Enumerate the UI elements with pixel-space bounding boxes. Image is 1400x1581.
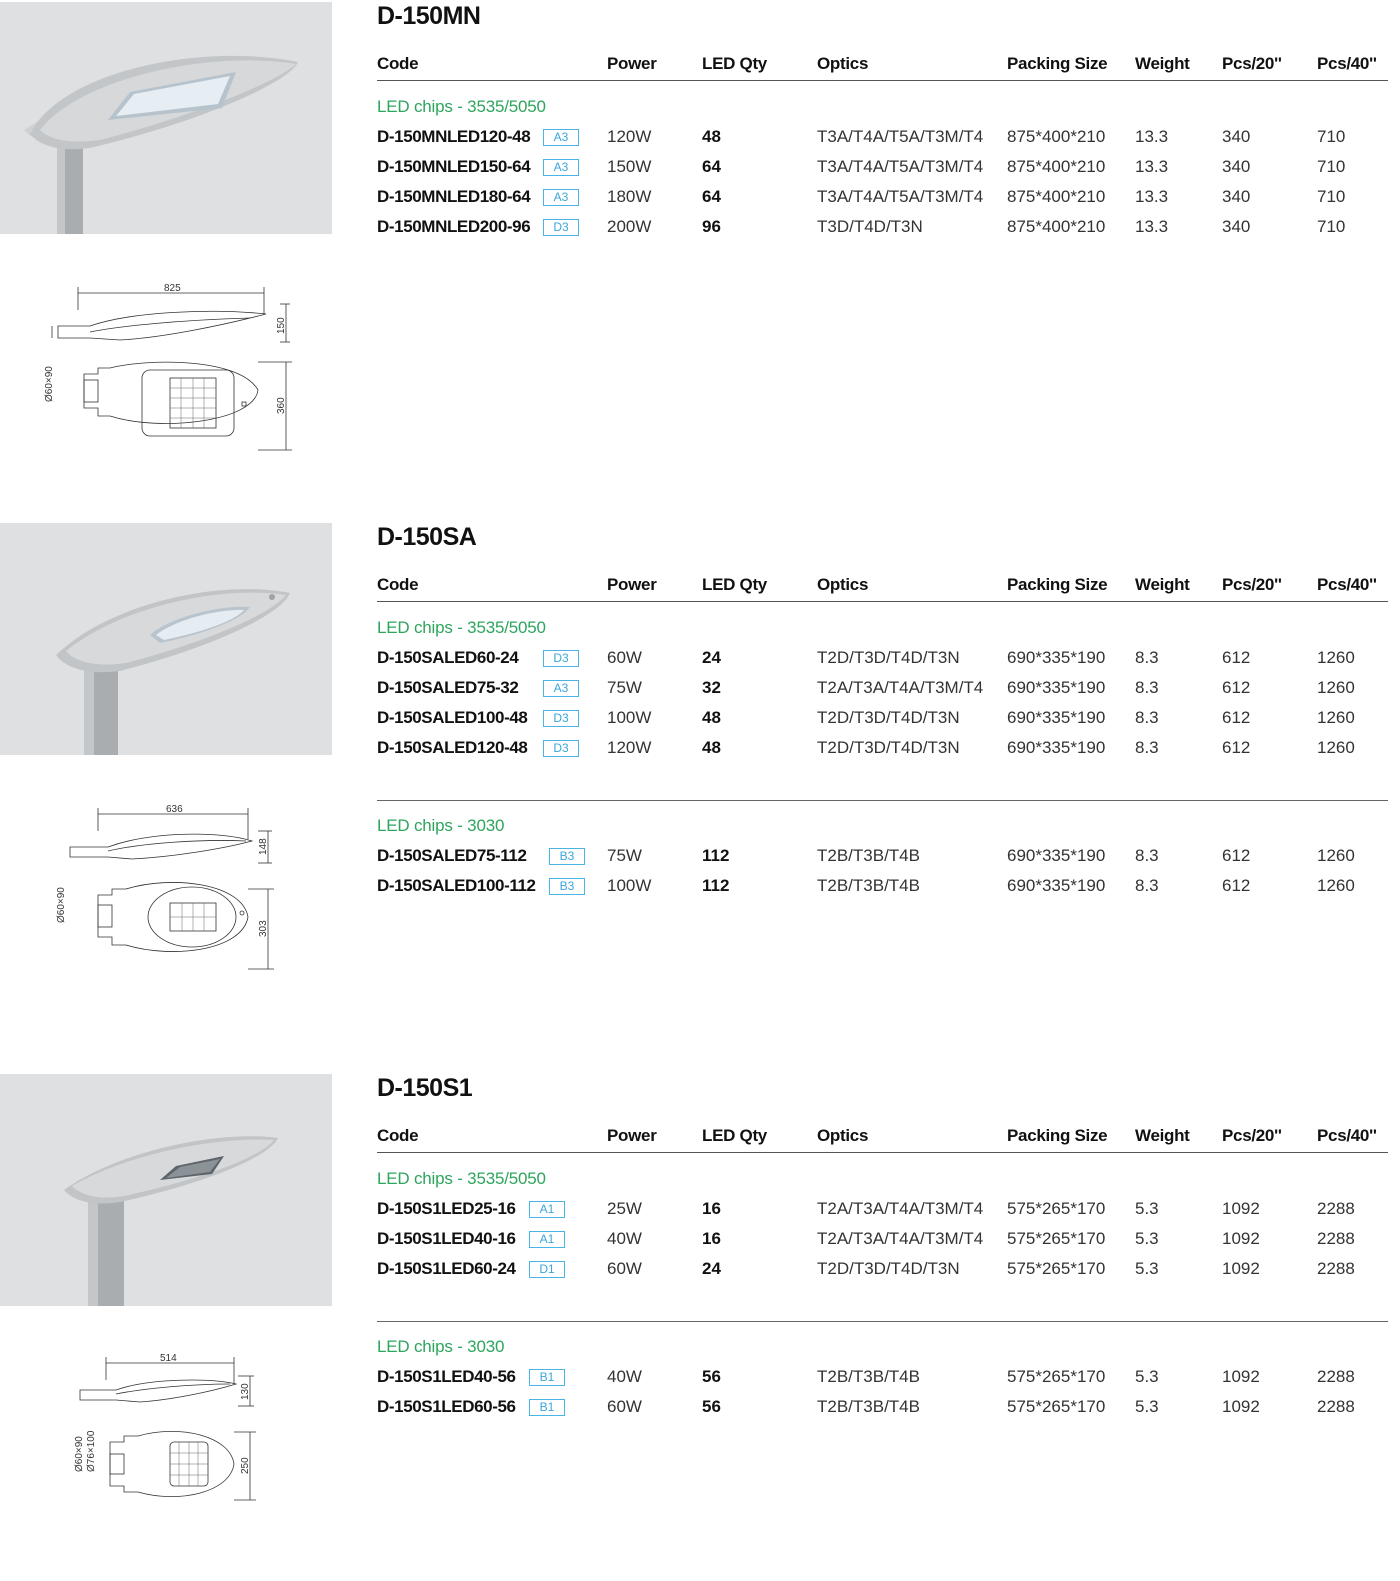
cell-packing: 575*265*170	[1007, 1259, 1106, 1278]
col-weight: Weight	[1135, 1126, 1190, 1145]
cell-pcs40: 2288	[1317, 1259, 1355, 1278]
cell-power: 200W	[607, 217, 652, 236]
cell-pcs20: 340	[1222, 217, 1251, 236]
dim-height: 148	[258, 838, 269, 855]
col-pcs20: Pcs/20''	[1222, 1126, 1282, 1145]
cell-optics: T2D/T3D/T4D/T3N	[817, 738, 960, 757]
table-row	[377, 708, 1388, 738]
cell-optics: T2D/T3D/T4D/T3N	[817, 1259, 960, 1278]
cell-weight: 13.3	[1135, 127, 1169, 146]
table-header	[377, 50, 1388, 81]
cell-optics: T3A/T4A/T5A/T3M/T4	[817, 157, 984, 176]
table-row	[377, 1229, 1388, 1259]
optic-badge: B1	[529, 1399, 565, 1416]
cell-weight: 5.3	[1135, 1367, 1159, 1386]
dim-width: 303	[258, 920, 269, 937]
cell-power: 40W	[607, 1367, 642, 1386]
dimension-drawing	[52, 803, 292, 973]
col-power: Power	[607, 575, 657, 594]
cell-optics: T2B/T3B/T4B	[817, 1397, 920, 1416]
optic-badge: A3	[543, 159, 579, 176]
cell-code: D-150SALED60-24	[377, 648, 519, 667]
product-title: D-150S1	[377, 1074, 473, 1102]
cell-pcs40: 1260	[1317, 738, 1355, 757]
cell-qty: 32	[702, 678, 721, 697]
cell-weight: 5.3	[1135, 1199, 1159, 1218]
cell-pcs20: 612	[1222, 846, 1251, 865]
cell-qty: 96	[702, 217, 721, 236]
cell-code: D-150SALED75-32	[377, 678, 519, 697]
table-row	[377, 217, 1388, 247]
cell-packing: 575*265*170	[1007, 1199, 1106, 1218]
cell-pcs20: 340	[1222, 187, 1251, 206]
cell-code: D-150SALED100-112	[377, 876, 536, 895]
col-pcs40: Pcs/40''	[1317, 575, 1377, 594]
cell-pcs20: 612	[1222, 876, 1251, 895]
cell-code: D-150S1LED60-56	[377, 1397, 516, 1416]
table-row	[377, 187, 1388, 217]
group-divider	[377, 800, 1388, 801]
cell-packing: 575*265*170	[1007, 1229, 1106, 1248]
cell-power: 75W	[607, 678, 642, 697]
group-divider	[377, 1321, 1388, 1322]
cell-packing: 690*335*190	[1007, 708, 1106, 727]
cell-packing: 875*400*210	[1007, 187, 1106, 206]
cell-optics: T3A/T4A/T5A/T3M/T4	[817, 187, 984, 206]
cell-power: 60W	[607, 1259, 642, 1278]
cell-pcs40: 2288	[1317, 1397, 1355, 1416]
cell-optics: T2A/T3A/T4A/T3M/T4	[817, 678, 984, 697]
cell-optics: T2D/T3D/T4D/T3N	[817, 648, 960, 667]
cell-weight: 8.3	[1135, 738, 1159, 757]
col-pcs20: Pcs/20''	[1222, 54, 1282, 73]
cell-packing: 690*335*190	[1007, 738, 1106, 757]
optic-badge: D1	[529, 1261, 565, 1278]
cell-code: D-150S1LED40-56	[377, 1367, 516, 1386]
dim-width: 250	[240, 1457, 251, 1474]
product-title: D-150SA	[377, 523, 477, 551]
cell-pcs40: 2288	[1317, 1367, 1355, 1386]
product-photo	[0, 523, 332, 755]
cell-qty: 112	[702, 876, 730, 895]
cell-weight: 5.3	[1135, 1397, 1159, 1416]
cell-code: D-150SALED75-112	[377, 846, 527, 865]
cell-packing: 690*335*190	[1007, 876, 1106, 895]
cell-code: D-150MNLED150-64	[377, 157, 531, 176]
product-photo	[0, 1074, 332, 1306]
cell-pcs20: 1092	[1222, 1367, 1260, 1386]
cell-code: D-150MNLED180-64	[377, 187, 531, 206]
col-packing: Packing Size	[1007, 54, 1108, 73]
optic-badge: A3	[543, 680, 579, 697]
col-led-qty: LED Qty	[702, 575, 767, 594]
cell-qty: 64	[702, 157, 721, 176]
cell-power: 100W	[607, 876, 652, 895]
table-row	[377, 846, 1388, 876]
optic-badge: B3	[549, 878, 585, 895]
table-row	[377, 1199, 1388, 1229]
cell-qty: 56	[702, 1367, 721, 1386]
cell-power: 100W	[607, 708, 652, 727]
cell-packing: 690*335*190	[1007, 648, 1106, 667]
cell-qty: 48	[702, 708, 721, 727]
cell-code: D-150S1LED40-16	[377, 1229, 516, 1248]
col-code: Code	[377, 575, 419, 594]
chips-label: LED chips - 3535/5050	[377, 1169, 546, 1188]
cell-weight: 8.3	[1135, 678, 1159, 697]
col-pcs40: Pcs/40''	[1317, 1126, 1377, 1145]
dim-length: 514	[160, 1353, 177, 1364]
table-row	[377, 1397, 1388, 1427]
cell-code: D-150MNLED200-96	[377, 217, 531, 236]
table-row	[377, 648, 1388, 678]
dim-pole: Ø60×90	[44, 366, 55, 402]
cell-pcs40: 1260	[1317, 876, 1355, 895]
cell-power: 180W	[607, 187, 652, 206]
cell-pcs20: 612	[1222, 648, 1251, 667]
cell-pcs40: 1260	[1317, 846, 1355, 865]
cell-qty: 16	[702, 1199, 721, 1218]
cell-pcs20: 612	[1222, 738, 1251, 757]
cell-pcs40: 710	[1317, 187, 1346, 206]
cell-power: 60W	[607, 648, 642, 667]
cell-pcs40: 1260	[1317, 708, 1355, 727]
cell-weight: 8.3	[1135, 648, 1159, 667]
col-weight: Weight	[1135, 54, 1190, 73]
chips-label: LED chips - 3030	[377, 816, 505, 835]
optic-badge: B3	[549, 848, 585, 865]
cell-qty: 24	[702, 1259, 721, 1278]
cell-packing: 575*265*170	[1007, 1367, 1106, 1386]
col-led-qty: LED Qty	[702, 1126, 767, 1145]
cell-code: D-150SALED120-48	[377, 738, 528, 757]
product-photo	[0, 2, 332, 234]
table-row	[377, 1259, 1388, 1289]
dim-height: 130	[240, 1383, 251, 1400]
optic-badge: A3	[543, 189, 579, 206]
cell-pcs20: 340	[1222, 127, 1251, 146]
cell-code: D-150SALED100-48	[377, 708, 528, 727]
cell-pcs40: 1260	[1317, 678, 1355, 697]
col-optics: Optics	[817, 54, 869, 73]
col-power: Power	[607, 54, 657, 73]
cell-power: 40W	[607, 1229, 642, 1248]
cell-pcs20: 612	[1222, 708, 1251, 727]
cell-packing: 875*400*210	[1007, 127, 1106, 146]
cell-power: 75W	[607, 846, 642, 865]
optic-badge: B1	[529, 1369, 565, 1386]
cell-weight: 13.3	[1135, 187, 1169, 206]
dim-width: 360	[276, 397, 287, 414]
cell-optics: T2D/T3D/T4D/T3N	[817, 708, 960, 727]
optic-badge: A3	[543, 129, 579, 146]
cell-pcs40: 710	[1317, 127, 1346, 146]
cell-optics: T2B/T3B/T4B	[817, 876, 920, 895]
table-row	[377, 876, 1388, 906]
cell-optics: T3D/T4D/T3N	[817, 217, 923, 236]
cell-pcs40: 1260	[1317, 648, 1355, 667]
cell-pcs20: 340	[1222, 157, 1251, 176]
cell-packing: 690*335*190	[1007, 846, 1106, 865]
table-row	[377, 157, 1388, 187]
optic-badge: D3	[543, 219, 579, 236]
cell-weight: 13.3	[1135, 217, 1169, 236]
chips-label: LED chips - 3535/5050	[377, 97, 546, 116]
cell-pcs20: 612	[1222, 678, 1251, 697]
cell-pcs20: 1092	[1222, 1397, 1260, 1416]
col-code: Code	[377, 1126, 419, 1145]
table-row	[377, 127, 1388, 157]
cell-qty: 64	[702, 187, 721, 206]
cell-power: 120W	[607, 738, 652, 757]
cell-qty: 24	[702, 648, 721, 667]
col-led-qty: LED Qty	[702, 54, 767, 73]
col-packing: Packing Size	[1007, 1126, 1108, 1145]
col-pcs20: Pcs/20''	[1222, 575, 1282, 594]
col-code: Code	[377, 54, 419, 73]
cell-power: 150W	[607, 157, 652, 176]
optic-badge: A1	[529, 1231, 565, 1248]
cell-packing: 690*335*190	[1007, 678, 1106, 697]
dim-pole: Ø60×90	[56, 887, 67, 923]
cell-qty: 48	[702, 127, 721, 146]
cell-power: 120W	[607, 127, 652, 146]
cell-pcs40: 2288	[1317, 1199, 1355, 1218]
col-power: Power	[607, 1126, 657, 1145]
cell-weight: 13.3	[1135, 157, 1169, 176]
table-header	[377, 1122, 1388, 1153]
cell-qty: 56	[702, 1397, 721, 1416]
cell-optics: T2B/T3B/T4B	[817, 1367, 920, 1386]
cell-weight: 8.3	[1135, 708, 1159, 727]
col-packing: Packing Size	[1007, 575, 1108, 594]
optic-badge: A1	[529, 1201, 565, 1218]
cell-code: D-150S1LED60-24	[377, 1259, 516, 1278]
cell-weight: 8.3	[1135, 846, 1159, 865]
cell-pcs20: 1092	[1222, 1199, 1260, 1218]
cell-pcs40: 710	[1317, 217, 1346, 236]
optic-badge: D3	[543, 740, 579, 757]
cell-code: D-150S1LED25-16	[377, 1199, 516, 1218]
table-header	[377, 571, 1388, 602]
cell-power: 60W	[607, 1397, 642, 1416]
cell-code: D-150MNLED120-48	[377, 127, 531, 146]
cell-pcs40: 2288	[1317, 1229, 1355, 1248]
cell-optics: T3A/T4A/T5A/T3M/T4	[817, 127, 984, 146]
cell-weight: 5.3	[1135, 1259, 1159, 1278]
cell-pcs40: 710	[1317, 157, 1346, 176]
cell-optics: T2B/T3B/T4B	[817, 846, 920, 865]
col-pcs40: Pcs/40''	[1317, 54, 1377, 73]
cell-power: 25W	[607, 1199, 642, 1218]
product-title: D-150MN	[377, 2, 481, 30]
cell-packing: 575*265*170	[1007, 1397, 1106, 1416]
cell-optics: T2A/T3A/T4A/T3M/T4	[817, 1199, 984, 1218]
optic-badge: D3	[543, 710, 579, 727]
chips-label: LED chips - 3535/5050	[377, 618, 546, 637]
cell-weight: 5.3	[1135, 1229, 1159, 1248]
cell-pcs20: 1092	[1222, 1259, 1260, 1278]
dim-length: 825	[164, 283, 181, 294]
dim-pole-2: Ø76×100	[86, 1430, 97, 1472]
cell-weight: 8.3	[1135, 876, 1159, 895]
table-row	[377, 1367, 1388, 1397]
cell-packing: 875*400*210	[1007, 217, 1106, 236]
dim-length: 636	[166, 804, 183, 815]
col-optics: Optics	[817, 1126, 869, 1145]
cell-qty: 112	[702, 846, 730, 865]
dim-pole: Ø60×90	[74, 1436, 85, 1472]
dimension-drawing	[40, 282, 300, 452]
dim-height: 150	[276, 317, 287, 334]
chips-label: LED chips - 3030	[377, 1337, 505, 1356]
cell-packing: 875*400*210	[1007, 157, 1106, 176]
col-optics: Optics	[817, 575, 869, 594]
table-row	[377, 678, 1388, 708]
table-row	[377, 738, 1388, 768]
cell-optics: T2A/T3A/T4A/T3M/T4	[817, 1229, 984, 1248]
dimension-drawing	[70, 1352, 270, 1522]
col-weight: Weight	[1135, 575, 1190, 594]
cell-qty: 48	[702, 738, 721, 757]
optic-badge: D3	[543, 650, 579, 667]
cell-qty: 16	[702, 1229, 721, 1248]
cell-pcs20: 1092	[1222, 1229, 1260, 1248]
